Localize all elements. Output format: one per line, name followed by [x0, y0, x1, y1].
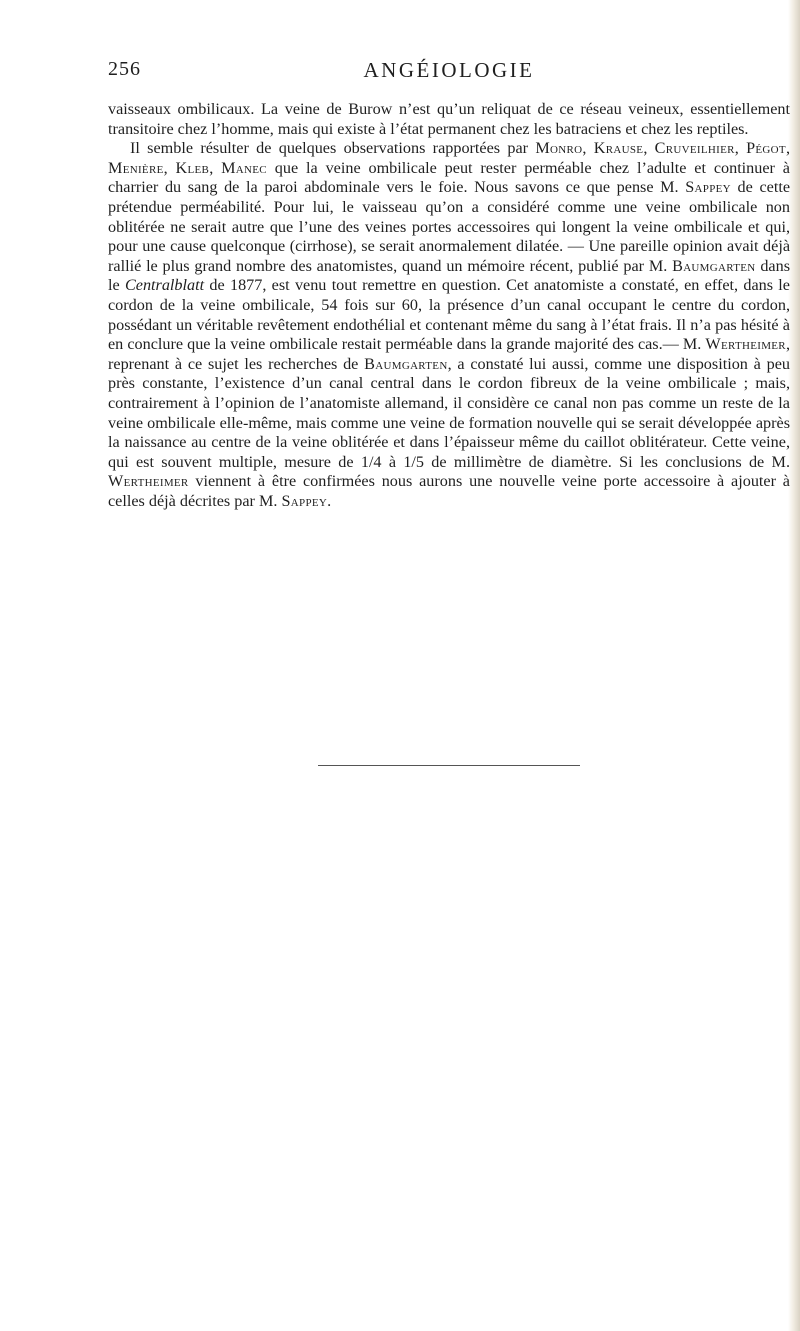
body-text	[108, 100, 790, 511]
text-run: viennent à être confirmées nous aurons une nouvelle veine porte accessoire à ajouter à celles déjà décrites par M.	[108, 472, 790, 510]
text-run: ,	[734, 139, 747, 158]
author-name: Wertheimer	[108, 472, 189, 491]
text-run: de cette prétendue perméabilité. Pour lui, le vaisseau qu’on a considéré comme une veine ombilicale non oblitérée ne serait autre que l’une des veines portes accessoires qui longent la veine ombilicale et qui, pour une cause quelconque (cirrhose), se serait anormalement dilatée. — Une pareille opinion avait déjà rallié le plus grand nombre des anatomistes, quand un mémoire récent, publié par M.	[108, 178, 791, 275]
text-run: .	[327, 491, 332, 510]
author-name: Kleb	[175, 158, 210, 177]
text-run: ,	[643, 139, 655, 158]
journal-title: Centralblatt	[124, 276, 205, 295]
author-name: Monro	[535, 139, 583, 158]
text-run: que la veine ombilicale peut rester perméable chez l’adulte et continuer à charrier du sang de la paroi abdominale vers le foie. Nous savons ce que pense M.	[108, 158, 790, 197]
author-name: Baumgarten	[364, 354, 448, 373]
author-name: Pégot	[746, 139, 786, 158]
paragraph-continuation	[108, 100, 790, 139]
author-name: Sappey	[685, 178, 731, 197]
text-run: vaisseaux ombilicaux. La veine de Burow n’est qu’un reliquat de ce réseau veineux, essentiellement transitoire chez l’homme, mais qui existe à l’état permanent chez les batraciens et chez les reptiles.	[108, 100, 790, 138]
author-name: Cruveilhier	[654, 139, 735, 158]
author-name: Menière	[108, 158, 164, 177]
text-run: de 1877, est venu tout remettre en question. Cet anatomiste a constaté, en effet, dans le cordon de la veine ombilicale, 54 fois sur 60, la présence d’un canal occupant le centre du cordon, possédant un véritable revêtement endothélial et contenant même du sang à l’état frais. Il n’a pas hésité à en conclure que la veine ombilicale restait perméable dans la grande majorité des cas.— M.	[108, 276, 790, 354]
text-run: dans le	[108, 256, 790, 295]
running-header	[108, 58, 790, 88]
paragraph-umbilical-vein	[108, 139, 790, 511]
author-name: Manec	[221, 158, 267, 177]
running-title: ANGÉIOLOGIE	[363, 58, 535, 82]
text-run: ,	[209, 158, 222, 177]
text-run: ,	[785, 139, 790, 158]
text-run: Il semble résulter de quelques observations rapportées par	[130, 139, 536, 158]
author-name: Krause	[593, 139, 644, 158]
page-number: 256	[108, 58, 141, 80]
text-run: ,	[163, 158, 176, 177]
author-name: Sappey	[281, 491, 328, 510]
author-name: Wertheimer	[705, 335, 786, 354]
author-name: Baumgarten	[672, 256, 756, 275]
text-run: ,	[582, 139, 594, 158]
footnote-rule	[318, 765, 580, 766]
text-run: , a constaté lui aussi, comme une disposition à peu près constante, l’existence d’un canal central dans le cordon fibreux de la veine ombilicale ; mais, contrairement à l’opinion de l’anatomiste allemand, il considère ce canal non pas comme un reste de la veine ombilicale elle-même, mais comme une veine de formation nouvelle qui se serait développée après la naissance au centre de la veine oblitérée et dans l’épaisseur même du caillot oblitérateur. Cette veine, qui est souvent multiple, mesure de 1/4 à 1/5 de millimètre de diamètre. Si les conclusions de M.	[108, 354, 790, 471]
text-run: , reprenant à ce sujet les recherches de	[108, 335, 790, 373]
